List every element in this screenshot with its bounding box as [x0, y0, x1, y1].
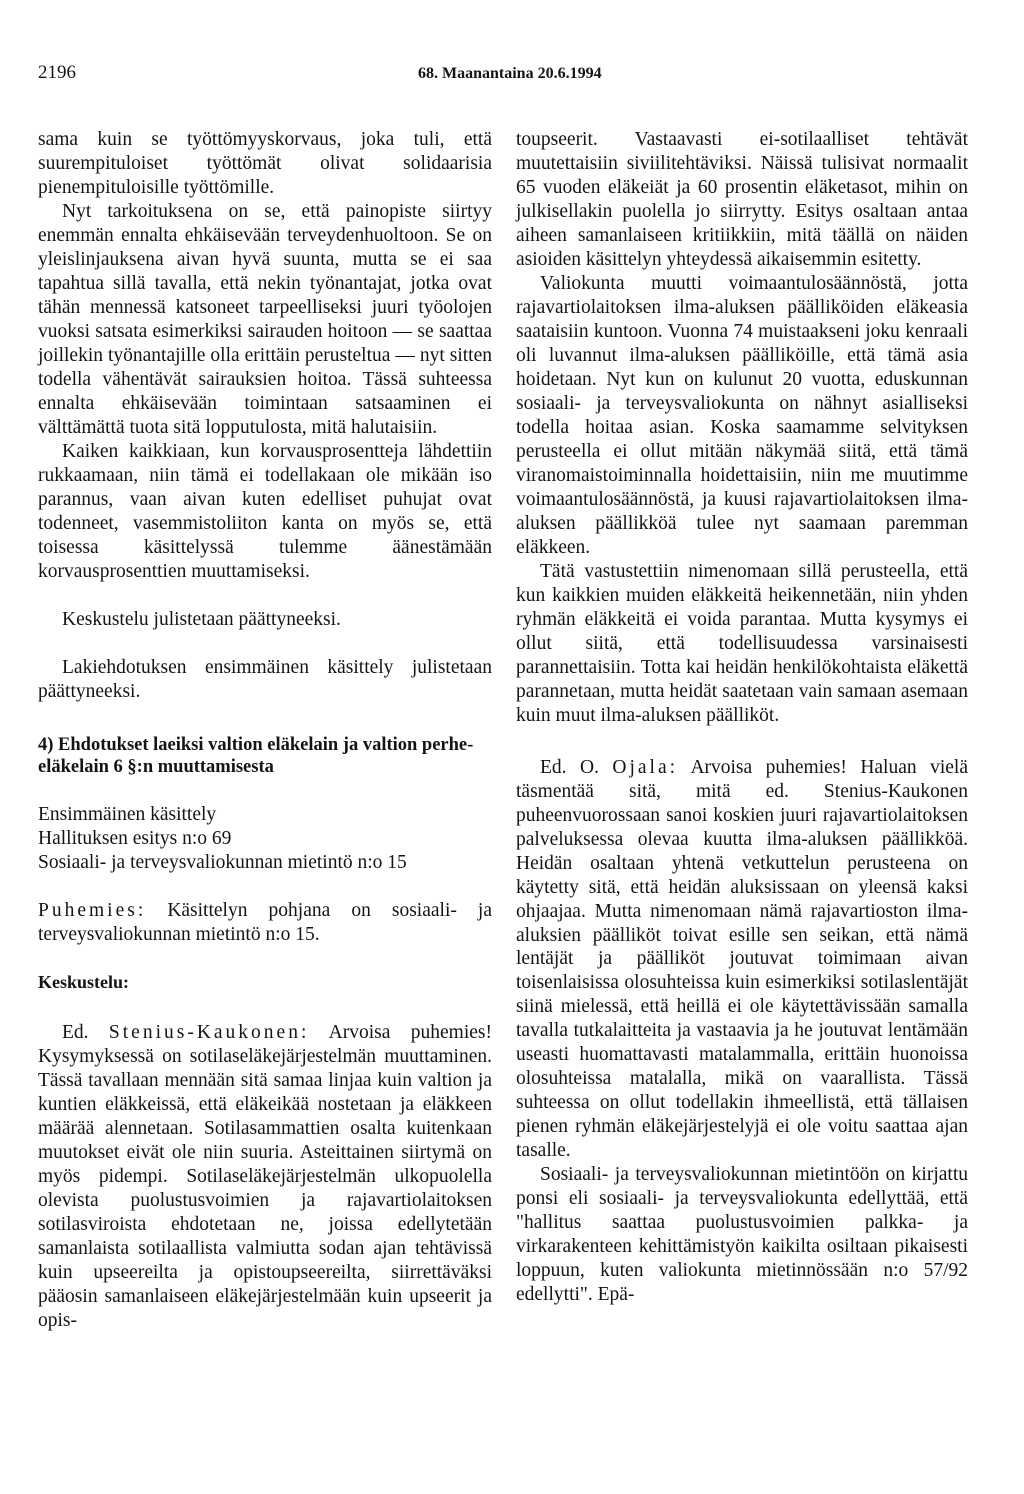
- agenda-meta: Sosiaali- ja terveysvaliokunnan mietintö n:o 15: [38, 852, 407, 874]
- paragraph: sama kuin se työttömyyskorvaus, joka tuli, että suurempituloiset työttömät olivat solidaarisia pienempituloisille työttömille.: [38, 129, 492, 198]
- agenda-meta: Hallituksen esitys n:o 69: [38, 828, 232, 850]
- paragraph: Tätä vastustettiin nimenomaan sillä perusteella, että kun kaikkien muiden eläkkeitä heikennetään, niin yhden ryhmän eläkkeitä ei voida parantaa. Mutta kysymys ei ollut siitä, että todellisuudessa varsinaisesti parannettaisiin. Totta kai heidän henkilökohtaista eläkettä parannetaan, mutta heidät saatetaan vain samaan asemaan kuin muut ilma-aluksen päälliköt.: [516, 560, 968, 726]
- speech-paragraph: [516, 756, 968, 1164]
- speaker-name: Ojala:: [612, 756, 679, 778]
- agenda-item-heading: 4) Ehdotukset laeiksi valtion eläkelain ja valtion perhe-eläkelain 6 §:n muuttamisesta: [38, 734, 474, 778]
- closing-statement: Lakiehdotuksen ensimmäinen käsittely julistetaan päättyneeksi.: [38, 656, 492, 702]
- speaker-prefix: Ed.: [62, 1022, 109, 1044]
- speech-text: Arvoisa puhemies! Haluan vielä täsmentää sitä, mitä ed. Stenius-Kaukonen puheenvuorossaan sanoi koskien juuri rajavartiolaitoksen palveluksessa olevaa kuutta ilma-aluksen päällikköä. Heidän osaltaan yhtenä vetkuttelun perusteena on käytetty sitä, että heidän aluksissaan on yleensä kaksi ohjaajaa. Mutta nimenomaan nämä rajavartioston ilma-aluksien päälliköt toivat esille sen seikan, että nämä lentäjät ja päälliköt joutuvat toimimaan aivan toisenlaisissa olosuhteissa kuin esimerkiksi sotilaslentäjät siinä mielessä, että heillä ei ole käytettävissään samalla tavalla tutkalaitteita ja vastaavia ja he joutuvat lentämään useasti huomattavasti matalammalla, erittäin huonoissa olosuhteissa matalalla, mikä on vaarallista. Tässä suhteessa on ollut todellakin ihmeellistä, että tällaisen pienen ryhmän eläkejärjestelyjä ei ole voitu saattaa ajan tasalle.: [516, 756, 968, 1162]
- speaker-name: Puhemies:: [38, 900, 147, 922]
- closing-statement: Keskustelu julistetaan päättyneeksi.: [62, 608, 341, 630]
- paragraph: Kaiken kaikkiaan, kun korvausprosentteja lähdettiin rukkaamaan, niin tämä ei todellakaan ole mikään iso parannus, vaan aivan kuten edelliset puhujat ovat todenneet, vasemmistoliiton kanta on myös se, että toisessa käsittelyssä tulemme äänestämään korvausprosenttien muuttamiseksi.: [38, 440, 492, 582]
- speech-text: Käsittelyn pohjana on sosiaali- ja terveysvaliokunnan mietintö n:o 15.: [38, 900, 492, 946]
- right-column: [516, 128, 968, 1307]
- speech-paragraph: [38, 899, 492, 947]
- speaker-prefix: Ed. O.: [540, 756, 613, 778]
- page-number: 2196: [38, 62, 76, 83]
- paragraph: Nyt tarkoituksena on se, että painopiste siirtyy enemmän ennalta ehkäisevään terveydenhuoltoon. Se on yleislinjauksena aivan hyvä suunta, mutta se ei saa tapahtua sillä tavalla, että nekin työnantajat, jotka ovat tähän mennessä katsoneet tarpeelliseksi juuri työolojen vuoksi satsata esimerkiksi sairauden hoitoon — se saattaa joillekin työnantajille olla erittäin perusteltua — nyt sitten todella vähentävät sairauksien hoitoa. Tässä suhteessa ennalta ehkäisevään toimintaan satsaaminen ei välttämättä tuota sitä lopputulosta, mitä halutaisiin.: [38, 200, 492, 438]
- agenda-meta: Ensimmäinen käsittely: [38, 804, 217, 826]
- speech-paragraph: [38, 1021, 492, 1333]
- paragraph: Valiokunta muutti voimaantulosäännöstä, jotta rajavartiolaitoksen ilma-aluksen päälliköiden eläkeasia saataisiin kuntoon. Vuonna 74 muistaakseni joku kenraali oli luvannut ilma-aluksen päälliköille, että tämä asia hoidetaan. Nyt kun on kulunut 20 vuotta, eduskunnan sosiaali- ja terveysvaliokunta on nähnyt asialliseksi todella hoitaa asian. Koska saamamme selvityksen perusteella ei ollut mitään näkymää siitä, että tämä viranomaistoiminnalla hoidettaisiin, niin me muutimme voimaantulosäännöstä, ja kuusi rajavartiolaitoksen ilma-aluksen päällikköä tulee nyt saamaan paremman eläkkeen.: [516, 272, 968, 558]
- discussion-heading: Keskustelu:: [38, 972, 130, 993]
- left-column: [38, 128, 492, 1333]
- paragraph: Sosiaali- ja terveysvaliokunnan mietintöön on kirjattu ponsi eli sosiaali- ja terveysvaliokunta edellyttää, että "hallitus saattaa puolustusvoimien palkka- ja virkarakenteen kehittämistyön kaikilta osiltaan pikaisesti loppuun, kuten valiokunta mietinnössään n:o 57/92 edellytti". Epä-: [516, 1164, 968, 1306]
- paragraph: toupseerit. Vastaavasti ei-sotilaalliset tehtävät muutettaisiin siviilitehtäviksi. Näissä tulisivat normaalit 65 vuoden eläkeiät ja 60 prosentin eläketasot, mihin on julkisellakin puolella jo siirrytty. Esitys osaltaan antaa aiheen samanlaiseen kritiikkiin, mitä täällä on näiden asioiden käsittelyn yhteydessä aikaisemmin esitetty.: [516, 129, 968, 270]
- running-header: 68. Maanantaina 20.6.1994: [418, 65, 602, 82]
- speech-text: Arvoisa puhemies! Kysymyksessä on sotilaseläkejärjestelmän muuttaminen. Tässä tavallaan mennään sitä samaa linjaa kuin valtion ja kuntien eläkkeissä, että eläkeikää nostetaan ja eläkkeen määrää alennetaan. Sotilasammattien osalta kuitenkaan muutokset eivät ole niin suuria. Asteittainen siirtymä on myös pidempi. Sotilaseläkejärjestelmän ulkopuolella olevista puolustusvoimien ja rajavartiolaitoksen sotilasviroista ehdotetaan ne, joissa edellytetään samanlaista sotilaallista valmiutta sodan ajan tehtävissä kuin upseereilta ja opistoupseereilta, siirrettäväksi pääosin samanlaiseen eläkejärjestelmään kuin upseerit ja opis-: [38, 1022, 492, 1332]
- speaker-name: Stenius-Kaukonen:: [108, 1022, 310, 1044]
